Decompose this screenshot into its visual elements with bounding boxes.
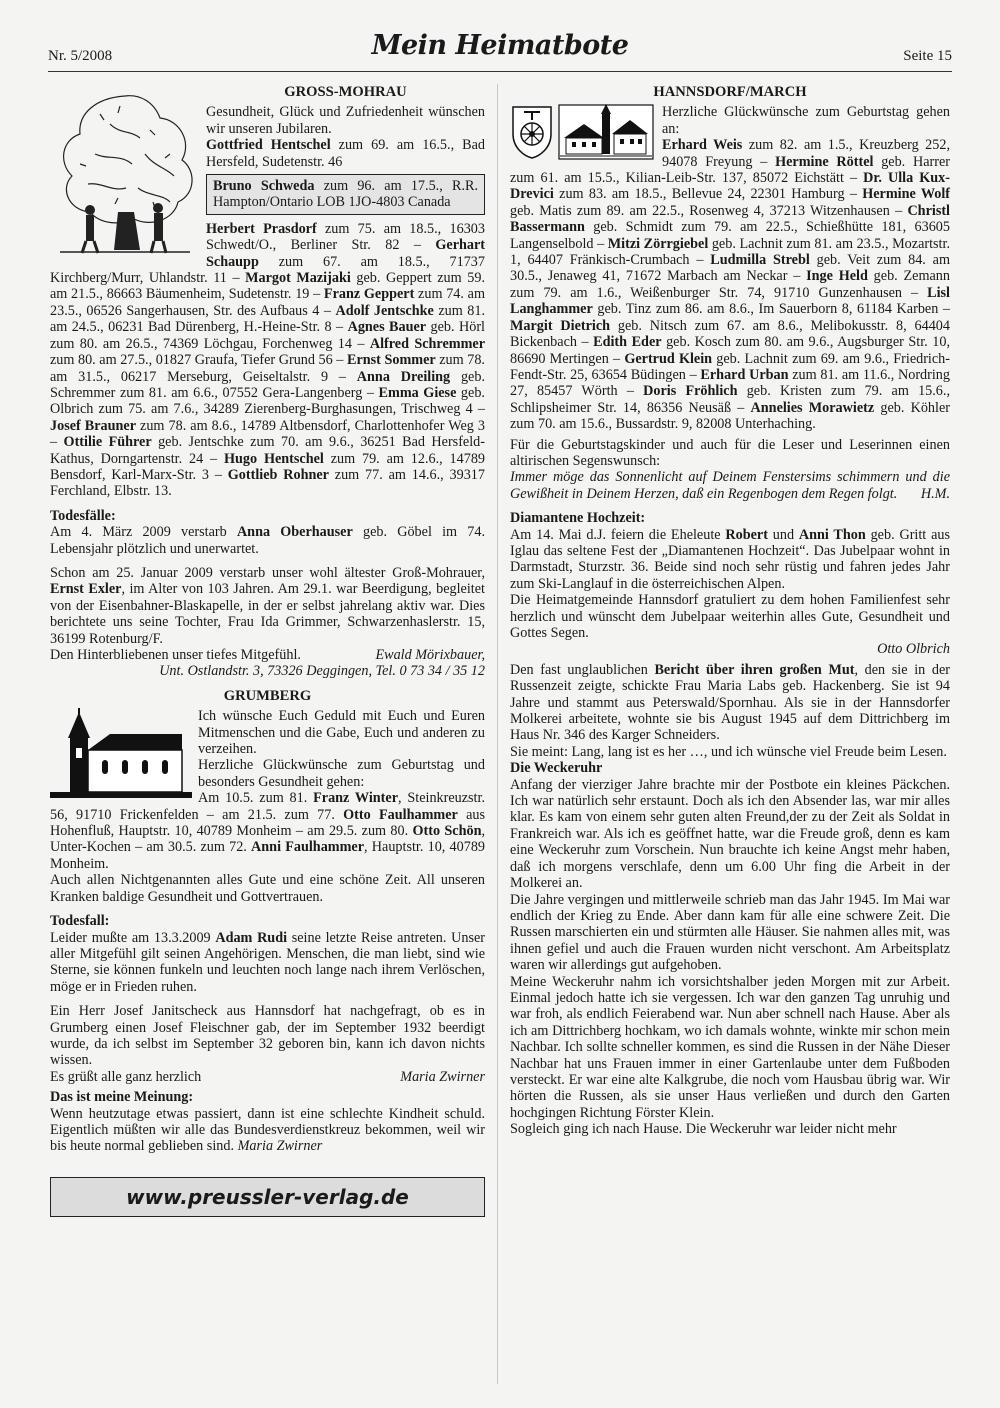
meinung-text (50, 1106, 485, 1155)
name: Lisl Langhammer (510, 284, 950, 318)
name: Anna Oberhauser (236, 524, 353, 541)
name: Anna Dreiling (356, 368, 451, 385)
detail: geb. Veit zum 84. am 30.5., Jenaweg 41, 71672 Marbach am Neckar – (510, 252, 950, 285)
text: Den Hinterbliebenen unser tiefes Mitgefühl. (50, 647, 301, 663)
name: Margot Mazijaki (245, 270, 351, 287)
grumberg-greeting (50, 1069, 485, 1085)
text: Am 10.5. zum 81. (198, 790, 314, 807)
issue-number: Nr. 5/2008 (48, 48, 113, 64)
diamond-wedding-signature: Otto Olbrich (877, 641, 950, 658)
name: Erhard Urban (700, 366, 789, 383)
name: Emma Giese (378, 384, 457, 401)
text: , Steinkreuzstr. 56, 91710 Frickenfelden – am 21.5. zum 77. (50, 790, 485, 823)
detail: zum 81. am 11.6., Nordring 27, 85457 Wörth – (510, 366, 950, 400)
detail: geb. Harrer zum 61. am 15.5., Kilian-Leib-Str. 137, 85072 Eichstätt – (510, 153, 950, 187)
name: Anni Thon (798, 526, 866, 543)
detail: geb. Hörl zum 80. am 26.5., 74369 Löchgau, Forchenweg 14 – (50, 319, 486, 352)
todes-paragraph-1 (50, 524, 485, 557)
name: Josef Brauner (50, 417, 136, 434)
detail: geb. Matis zum 89. am 22.5., Rosenweg 4, 37213 Witzenhausen – (510, 202, 908, 219)
name: Anni Faulhammer (251, 839, 365, 856)
section-title-grumberg: GRUMBERG (223, 687, 312, 704)
hannsdorf-jubilar-list (510, 137, 950, 432)
blessing-quote (510, 469, 950, 502)
text: Schon am 25. Januar 2009 verstarb unser wohl ältester Groß-Mohrauer, (50, 564, 485, 581)
name: Dr. Ulla Kux-Drevici (510, 170, 950, 203)
name: Adam Rudi (215, 929, 288, 946)
name: Hermine Röttel (775, 153, 874, 170)
name: Franz Geppert (323, 286, 415, 303)
name: Ernst Sommer (346, 352, 436, 369)
name: Gerhart Schaupp (206, 237, 485, 270)
detail: zum 67. am 18.5., 71737 Kirchberg/Murr, Uhlandstr. 11 – (50, 253, 485, 287)
diamond-wedding-congrats: Die Heimatgemeinde Hannsdorf gratuliert zu dem hohen Familienfest sehr herzlich und wünscht dem Jubelpaar weiterhin alles Gute, Gesundheit und Gottes Segen. (510, 592, 950, 641)
text: aus Hohenfluß, Hauptstr. 10, 40789 Monheim – am 29.5. zum 80. (50, 806, 485, 840)
section-title-hannsdorf: HANNSDORF/MARCH (653, 84, 807, 100)
detail: zum 82. am 1.5., Kreuzberg 252, 94078 Freyung – (662, 137, 950, 170)
bericht-paragraph (510, 662, 950, 744)
detail: geb. Kosch zum 80. am 9.6., Augsburger Str. 10, 86690 Mertingen – (510, 334, 950, 367)
gross-mohrau-intro: Gesundheit, Glück und Zufriedenheit wünschen wir unseren Jubilaren. (206, 104, 485, 137)
grumberg-intro: Ich wünsche Euch Geduld mit Euch und Euren Mitmenschen und die Gabe, Euch und anderen zu verzeihen. (198, 708, 485, 758)
church-icon (50, 708, 192, 800)
name: Margit Dietrich (510, 317, 611, 334)
grumberg-todesfall (50, 930, 485, 996)
grumberg-intro-2: Herzliche Glückwünsche zum Geburtstag und besonders Gesundheit gehen: (198, 757, 485, 790)
name: Edith Eder (593, 334, 662, 351)
column-divider (497, 84, 498, 1384)
detail: zum 79. am 12.6., 14789 Bensdorf, Karl-Marx-Str. 3 – (50, 450, 486, 483)
name: Erhard Weis (662, 137, 743, 154)
detail: geb. Geppert zum 59. am 21.5., 86663 Bäumenheim, Sudetenstr. 19 – (50, 270, 485, 303)
text: seine letzte Reise antreten. Unser aller Mitgefühl gilt seinen Angehörigen. Menschen, die man liebt, sind wie Sterne, sie können funkeln und leuchten noch lange nach ihrem Verlöschen, möge er in Frieden ruhen. (50, 929, 485, 995)
text: Den fast unglaublichen (510, 661, 655, 678)
todes-sympathy-line (50, 647, 485, 663)
signature: Maria Zwirner (237, 1138, 323, 1155)
text: , Hauptstr. 10, 40789 Monheim. (50, 839, 486, 872)
name: Annelies Morawietz (750, 399, 875, 416)
grumberg-janitscheck: Ein Herr Josef Janitscheck aus Hannsdorf hat nachgefragt, ob es in Grumberg einen Josef Fleischner gab, der im September 1932 beerdigt wurde, da ich selbst im September 32 geboren bin, kann ich davon nichts wissen. (50, 1003, 485, 1069)
name: Robert (725, 526, 768, 543)
detail: zum 78. am 31.5., 06217 Merseburg, Geiseltalstr. 9 – (50, 352, 485, 385)
publisher-url-banner[interactable]: www.preussler-verlag.de (50, 1177, 485, 1217)
detail: zum 69. am 16.5., Bad Hersfeld, Sudetenstr. 46 (206, 137, 485, 170)
text: geb. Gritt aus Iglau das seltene Fest der „Diamantenen Hochzeit“. Das Jubelpaar wohnt in Darmstadt, Sturzstr. 36. Beide sind noch sehr rüstig und fahren jedes Jahr zum Ski-Langlauf in die österreichischen Alpen. (510, 526, 950, 592)
name: Hugo Hentschel (223, 450, 324, 467)
right-column (510, 84, 950, 1394)
weckeruhr-paragraph-2: Die Jahre vergingen und mittlerweile schrieb man das Jahr 1945. Im Mai war endlich der Krieg zu Ende. Aber dann kam für alle eine schwere Zeit. Die Russen marschierten ein und stürmten alle Häuser. Sie nahmen alles mit, was ihnen gefiel und auch die Frauen wurden nicht verschont. Am Arbeitsplatz waren wir allerdings gut aufgehoben. (510, 891, 950, 974)
heading-meinung: Das ist meine Meinung: (50, 1089, 194, 1106)
name: Doris Fröhlich (643, 383, 738, 400)
text: Am 14. Mai d.J. feiern die Eheleute (510, 526, 726, 543)
detail: geb. Köhler zum 70. am 15.6., Bussardstr. 9, 82008 Unterhaching. (510, 399, 950, 433)
text: und (767, 526, 799, 543)
name: Agnes Bauer (347, 319, 427, 336)
left-column (50, 84, 485, 1394)
detail: geb. Jentschke zum 70. am 9.6., 36251 Bad Hersfeld-Kathus, Dorngartenstr. 24 – (50, 434, 485, 467)
name: Ernst Exler (50, 581, 122, 598)
detail: zum 80. am 27.5., 01827 Graufa, Tiefer Grund 56 – (50, 352, 347, 369)
detail: zum 77. am 14.6., 39317 Ferchland, Elbstr. 13. (50, 466, 485, 500)
masthead-title: Mein Heimatbote (371, 30, 629, 61)
text: Es grüßt alle ganz herzlich (50, 1068, 202, 1085)
highlight-box (206, 174, 485, 215)
name: Christl Bassermann (510, 202, 950, 236)
detail: zum 75. am 18.5., 16303 Schwedt/O., Berliner Str. 82 – (206, 220, 485, 254)
detail: geb. Zemann zum 79. am 1.6., Weißenburger Str. 74, 91710 Gunzenhausen – (510, 268, 950, 301)
heading-diamantene-hochzeit: Diamantene Hochzeit: (510, 510, 646, 527)
text: Am 4. März 2009 verstarb (50, 524, 237, 541)
text: Leider mußte am 13.3.2009 (50, 929, 216, 946)
detail: zum 83. am 18.5., Bellevue 24, 22301 Hamburg – (553, 186, 863, 203)
detail: zum 96. am 17.5., R.R. Hampton/Ontario LOB 1JO-4803 Canada (213, 178, 478, 211)
diamond-wedding-paragraph (510, 527, 950, 593)
name: Hermine Wolf (862, 186, 950, 203)
weckeruhr-paragraph-1: Anfang der vierziger Jahre brachte mir der Postbote ein kleines Päckchen. Ich war natürlich sehr erstaunt. Doch als ich den Absender las, war mir alles klar. Es kam von einem sehr guten alten Freund,der zu der Zeit als Soldat in Frankreich war. Als ich es geöffnet hatte, war die Freude groß, denn es kam eine Weckeruhr zum Vorschein. Nun brauchte ich keine Angst mehr haben, daß ich morgens verschlafe, denn um 6.00 Uhr fing die Arbeit in der Molkerei an. (510, 776, 950, 892)
page-header (48, 30, 952, 70)
text: , den sie in der Russenzeit zeigte, schickte Frau Maria Labs geb. Hackenberg. Sie ist 94 Jahre und stammt aus Peterswald/Spornhau. Als sie in der Hannsdorfer Molkerei arbeitete, wohnte sie bis August 1945 auf dem Dittrichberg im Haus Nr. 346 des Karger Schneiders. (510, 661, 950, 744)
name: Inge Held (806, 268, 868, 285)
grumberg-jubilar-list (50, 790, 485, 872)
detail: zum 81. am 24.5., 06231 Bad Dürenberg, H.-Heine-Str. 8 – (50, 302, 485, 336)
hannsdorf-intro: Herzliche Glückwünsche zum Geburtstag gehen an: (662, 104, 950, 137)
todes-signature-address: Unt. Ostlandstr. 3, 73326 Deggingen, Tel. 0 73 34 / 35 12 (159, 663, 485, 680)
signature: Maria Zwirner (400, 1068, 485, 1085)
gross-mohrau-jubilar-list (50, 221, 485, 500)
name: Ottilie Führer (63, 434, 152, 451)
bericht-paragraph-2: Sie meint: Lang, lang ist es her …, und ich wünsche viel Freude beim Lesen. (510, 743, 947, 760)
text: Immer möge das Sonnenlicht auf Deinem Fenstersims schimmern und die Gewißheit in Deinem Herzen, daß ein Regenbogen dem Regen folgt. (510, 469, 950, 502)
text: , Unter-Kochen – am 30.5. zum 72. (50, 823, 486, 856)
heading-todesfaelle: Todesfälle: (50, 507, 116, 524)
name: Otto Schön (412, 823, 482, 840)
church-illustration (50, 708, 192, 800)
section-title-gross-mohrau: GROSS-MOHRAU (284, 84, 407, 100)
name: Mitzi Zörrgiebel (607, 235, 709, 252)
detail: zum 74. am 23.5., 06526 Sangerhausen, Str. des Aufbaus 4 – (50, 286, 485, 319)
name: Otto Faulhammer (343, 806, 458, 823)
tree-illustration (50, 84, 200, 256)
heading-todesfall: Todesfall: (50, 913, 110, 930)
detail: geb. Olbrich zum 75. am 7.6., 34289 Zierenberg-Burghasungen, Trischweg 4 – (50, 384, 485, 418)
detail: geb. Nitsch zum 67. am 8.6., Melibokusstr. 8, 64404 Bickenbach – (510, 317, 950, 351)
weckeruhr-paragraph-4: Sogleich ging ich nach Hause. Die Weckeruhr war leider nicht mehr (510, 1121, 897, 1138)
name: Herbert Prasdorf (206, 220, 317, 237)
name: Gottlieb Rohner (227, 466, 329, 483)
name: Alfred Schremmer (369, 335, 485, 352)
detail: zum 78. am 8.6., 14789 Altbensdorf, Charlottenhofer Weg 3 – (50, 417, 485, 451)
name: Adolf Jentschke (335, 302, 434, 319)
header-rule (48, 71, 952, 72)
weckeruhr-paragraph-3: Meine Weckeruhr nahm ich vorsichtshalber jeden Morgen mit zur Arbeit. Einmal jedoch hatte ich sie vergessen. Ich war den ganzen Tag unruhig und war froh, als endlich Feierabend war. Nun aber schnell nach Hause. Aber als ich am Dittrichberg hochkam, wo ich damals wohnte, winkte mir schon mein Nachbar. Ich sollte schneller kommen, es sind die Russen in der Nähe Dieser Nachbar hat uns Frauen immer in einer Gartenlaube unter dem Fußboden versteckt. Er war eine alte Kalkgrube, die noch vom Hausbau übrig war. Wir hörten die Russen, als sie unser Haus verließen und durch den Garten hochgingen Richtung Förster Klein. (510, 973, 950, 1121)
grumberg-wish: Auch allen Nichtgenannten alles Gute und eine schöne Zeit. All unseren Kranken baldige Gesundheit und Gottvertrauen. (50, 872, 485, 905)
name: Gottfried Hentschel (206, 137, 331, 154)
name: Bericht über ihren großen Mut (654, 661, 855, 678)
detail: geb. Tinz zum 86. am 8.6., Im Sauerborn 8, 61184 Karben – (592, 301, 950, 318)
village-icon (558, 104, 654, 160)
todes-paragraph-2 (50, 565, 485, 647)
coat-of-arms-icon (510, 104, 554, 160)
page-number: Seite 15 (903, 48, 952, 64)
detail: geb. Schremmer zum 81. am 6.6., 07552 Gera-Langenberg – (50, 368, 485, 401)
text: geb. Göbel im 74. Lebensjahr plötzlich und unerwartet. (50, 524, 485, 557)
name: Ludmilla Strebl (710, 252, 810, 269)
name: Bruno Schweda (213, 178, 315, 195)
signature: H.M. (920, 485, 950, 502)
tree-icon (50, 84, 200, 256)
signature: Ewald Mörixbauer, (375, 647, 485, 663)
detail: geb. Kristen zum 79. am 15.6., Schlipsheimer Str. 14, 86356 Neusäß – (510, 383, 950, 416)
text: , im Alter von 103 Jahren. Am 29.1. war Beerdigung, begleitet von der Eisenbahner-Blaskapelle, in der er selbst jahrelang aktiv war. Dies berichtete uns seine Tochter, Frau Ida Grimmer, Schwarzenhaslerstr. 15, 36199 Rotenburg/F. (50, 581, 485, 647)
detail: geb. Schmidt zum 79. am 22.5., Schießhütte 181, 63605 Langenselbold – (510, 219, 950, 252)
detail: geb. Lachnit zum 81. am 23.5., Mozartstr. 1, 64407 Fränkisch-Crumbach – (510, 235, 950, 269)
name: Gertrud Klein (624, 350, 713, 367)
name: Franz Winter (313, 790, 398, 807)
detail: geb. Lachnit zum 69. am 9.6., Friedrich-Fendt-Str. 25, 63654 Büdingen – (510, 350, 950, 383)
text: Wenn heutzutage etwas passiert, dann ist eine schlechte Kindheit schuld. Eigentlich müßten wir alle das Bundesverdienstkreuz bekommen, weil wir bis heute normal geblieben sind. (50, 1105, 485, 1155)
hannsdorf-illustration (510, 104, 656, 162)
heading-weckeruhr: Die Weckeruhr (510, 760, 603, 777)
hannsdorf-segen-intro: Für die Geburtstagskinder und auch für die Leser und Leserinnen einen altirischen Segenswunsch: (510, 436, 950, 469)
